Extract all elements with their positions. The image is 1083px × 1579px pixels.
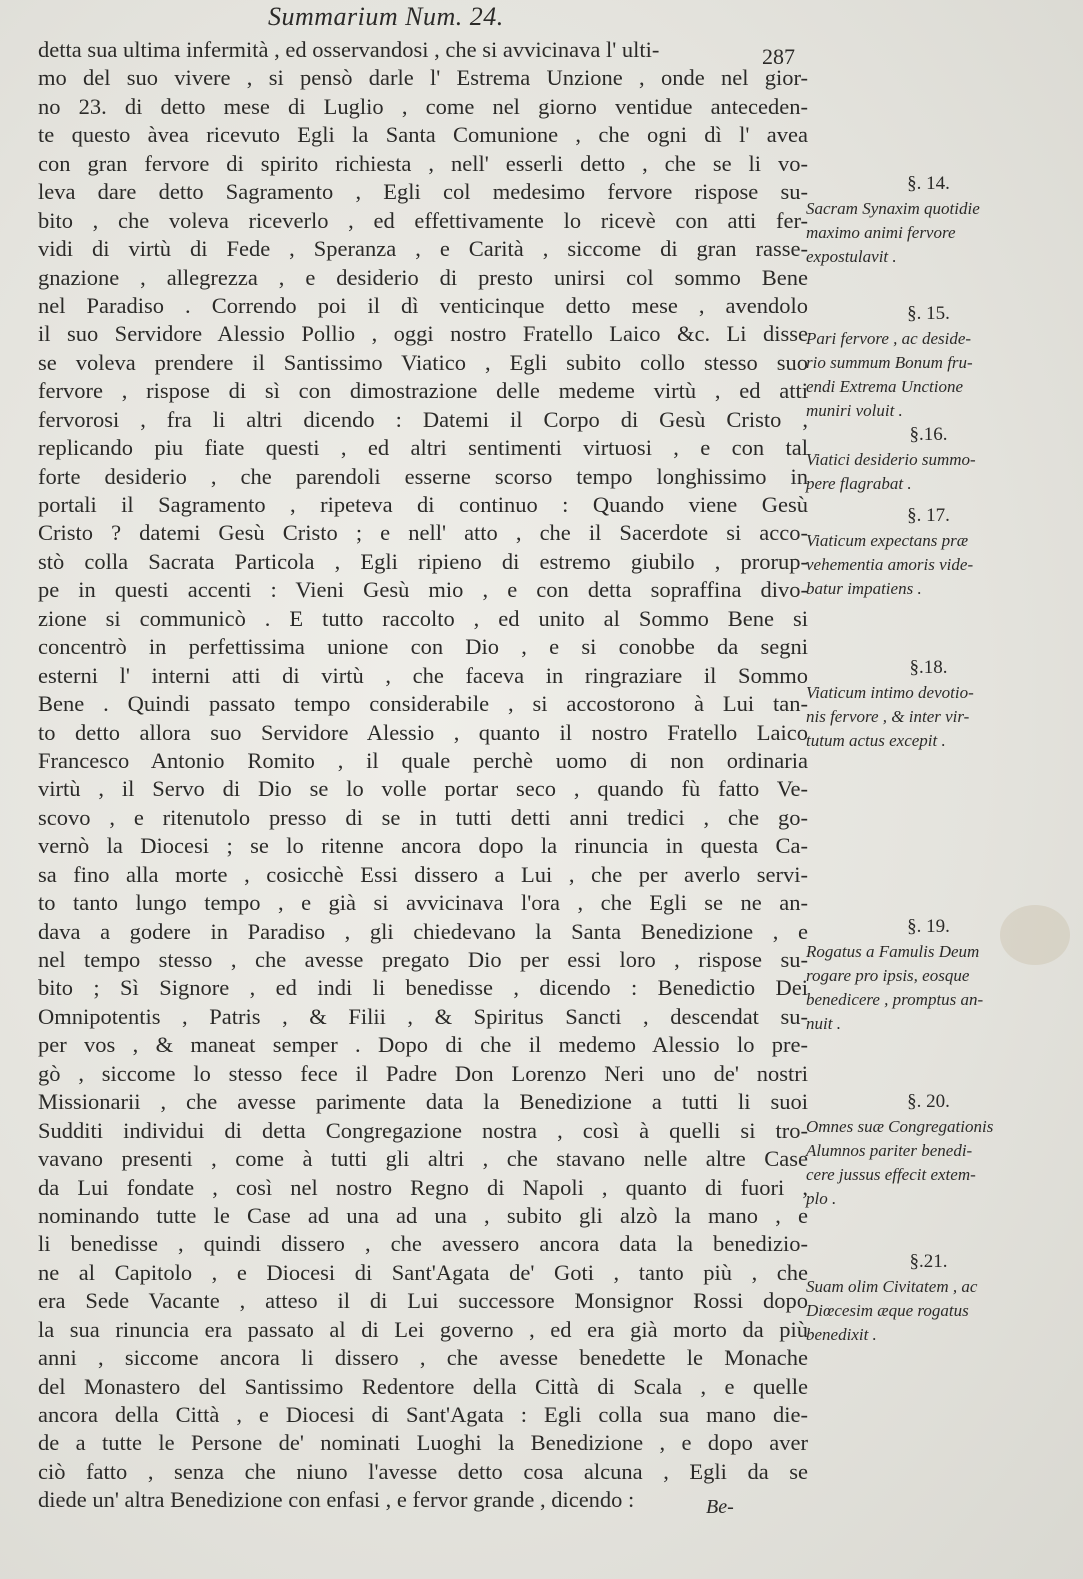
margin-note-line: maximo animi fervore — [806, 223, 956, 242]
text-line: ciò fatto , senza che niuno l'avesse detto cosa alcuna , Egli da se — [38, 1458, 808, 1484]
section-mark: §. 14. — [907, 173, 950, 194]
text-line: scovo , e ritenutolo presso di se in tutti detti anni tredici , che go- — [38, 804, 808, 830]
margin-note — [806, 302, 1051, 423]
margin-note-line: expostulavit . — [806, 247, 897, 266]
text-line: Bene . Quindi passato tempo considerabile , si accostorono à Lui tan- — [38, 691, 808, 717]
text-line: da Lui fondate , così nel nostro Regno di Napoli , quanto di fuori , — [38, 1174, 808, 1200]
margin-note-line: benedixit . — [806, 1325, 877, 1344]
text-line: stò colla Sacrata Particola , Egli ripieno di estremo giubilo , prorup- — [38, 548, 808, 574]
text-line: detta sua ultima infermità , ed osservandosi , che si avvicinava l' ulti- — [38, 37, 660, 62]
margin-note-line: rio summum Bonum fru- — [806, 353, 973, 372]
margin-note-line: nis fervore , & inter vir- — [806, 707, 970, 726]
text-line: ne al Capitolo , e Diocesi di Sant'Agata de' Goti , tanto più , che — [38, 1259, 808, 1285]
text-line: mo del suo vivere , si pensò darle l' Estrema Unzione , onde nel gior- — [38, 65, 808, 91]
text-line: Francesco Antonio Romito , il quale perchè uomo di non ordinaria — [38, 747, 808, 773]
text-line: de a tutte le Persone de' nominati Luoghi la Benedizione , e dopo aver — [38, 1430, 808, 1456]
text-line: te questo àvea ricevuto Egli la Santa Comunione , che ogni dì l' avea — [38, 122, 808, 148]
text-line: sa fino alla morte , cosicchè Essi dissero a Lui , che per averlo servi- — [38, 861, 808, 887]
section-mark: §.16. — [909, 424, 948, 445]
margin-note-line: Suam olim Civitatem , ac — [806, 1277, 978, 1296]
margin-note — [806, 1090, 1051, 1211]
section-mark: §.18. — [909, 657, 948, 678]
main-text-block — [38, 36, 808, 1515]
text-line: no 23. di detto mese di Luglio , come nel giorno ventidue anteceden- — [38, 93, 808, 119]
text-line: to detto allora suo Servidore Alessio , quanto il nostro Fratello Laico — [38, 719, 808, 745]
margin-note-line: Omnes suæ Congregationis — [806, 1117, 994, 1136]
margin-note-line: vehementia amoris vide- — [806, 555, 974, 574]
margin-note-line: pere flagrabat . — [806, 474, 912, 493]
margin-note-line: Alumnos pariter benedi- — [806, 1141, 973, 1160]
text-line: bito , che voleva riceverlo , ed effettivamente lo ricevè con atti fer- — [38, 207, 808, 233]
text-line: nominando tutte le Case ad una ad una , subito gli alzò la mano , e — [38, 1202, 808, 1228]
text-line: la sua rinuncia era passato al di Lei governo , ed era già morto da più — [38, 1316, 808, 1342]
text-line: anni , siccome ancora li dissero , che avesse benedette le Monache — [38, 1345, 808, 1371]
margin-note-line: Viaticum intimo devotio- — [806, 683, 974, 702]
margin-note-line: Sacram Synaxim quotidie — [806, 199, 980, 218]
margin-note — [806, 504, 1051, 601]
running-head: Summarium Num. 24. — [268, 2, 504, 31]
text-line: dava a godere in Paradiso , gli chiedevano la Santa Benedizione , e — [38, 918, 808, 944]
text-line: con gran fervore di spirito richiesta , nell' esserli detto , che se li vo- — [38, 150, 808, 176]
text-line: virtù , il Servo di Dio se lo volle portar seco , quando fù fatto Ve- — [38, 776, 808, 802]
text-line: nel tempo stesso , che avesse pregato Dio per essi loro , rispose su- — [38, 947, 808, 972]
text-line: fervorosi , fra li altri dicendo : Datemi il Corpo di Gesù Cristo , — [38, 406, 808, 432]
section-mark: §. 19. — [907, 916, 950, 937]
section-mark: §. 20. — [907, 1091, 950, 1112]
text-line: concentrò in perfettissima unione con Dio , e si conobbe da segni — [38, 634, 808, 660]
text-line: to tanto lungo tempo , e già si avvicinava l'ora , che Egli se ne an- — [38, 890, 808, 916]
text-line: pe in questi accenti : Vieni Gesù mio , e con detta sopraffina divo- — [38, 577, 808, 603]
margin-note-line: nuit . — [806, 1014, 841, 1033]
margin-note-line: Diœcesim æque rogatus — [806, 1301, 969, 1320]
margin-note-line: tutum actus excepit . — [806, 731, 946, 750]
text-line: era Sede Vacante , atteso il di Lui successore Monsignor Rossi dopo — [38, 1288, 808, 1314]
text-line: forte desiderio , che parendoli esserne scorso tempo longhissimo in — [38, 463, 808, 489]
catchword: Be- — [706, 1496, 734, 1518]
section-mark: §. 17. — [907, 505, 950, 526]
text-line: portali il Sagramento , ripeteva di continuo : Quando viene Gesù — [38, 492, 808, 517]
text-line: bito ; Sì Signore , ed indi li benedisse , dicendo : Benedictio Dei — [38, 975, 808, 1001]
margin-note-line: plo . — [806, 1189, 837, 1208]
text-line: gò , siccome lo stesso fece il Padre Don Lorenzo Neri uno de' nostri — [38, 1060, 808, 1086]
margin-note-line: Rogatus a Famulis Deum — [806, 942, 980, 961]
margin-note-line: benedicere , promptus an- — [806, 990, 984, 1009]
text-line: Omnipotentis , Patris , & Filii , & Spiritus Sancti , descendat su- — [38, 1003, 808, 1029]
margin-note-line: Viaticum expectans præ — [806, 531, 969, 550]
margin-note — [806, 656, 1051, 753]
text-line: vavano presenti , come à tutti gli altri , che stavano nelle altre Case — [38, 1146, 808, 1172]
text-line: replicando piu fiate questi , ed altri sentimenti virtuosi , e con tal — [38, 435, 808, 461]
margin-note-line: Viatici desiderio summo- — [806, 450, 976, 469]
text-line: fervore , rispose di sì con dimostrazione delle medeme virtù , ed atti — [38, 378, 808, 404]
margin-note — [806, 423, 1051, 496]
text-line: per vos , & maneat semper . Dopo di che il medemo Alessio lo pre- — [38, 1032, 808, 1058]
text-line: se voleva prendere il Santissimo Viatico , Egli subito collo stesso suo — [38, 349, 808, 375]
margin-note-line: muniri voluit . — [806, 401, 903, 420]
text-line: gnazione , allegrezza , e desiderio di presto unirsi col sommo Bene — [38, 264, 808, 290]
text-line: Sudditi individui di detta Congregazione nostra , così à quelli si tro- — [38, 1117, 808, 1143]
section-mark: §.21. — [909, 1251, 948, 1272]
text-line: Missionarii , che avesse parimente data la Benedizione a tutti li suoi — [38, 1089, 808, 1115]
margin-note-line: Pari fervore , ac deside- — [806, 329, 972, 348]
text-line: ancora della Città , e Diocesi di Sant'Agata : Egli colla sua mano die- — [38, 1402, 808, 1427]
page-number: 287 — [762, 44, 795, 69]
text-line: diede un' altra Benedizione con enfasi , e fervor grande , dicendo : — [38, 1487, 635, 1513]
margin-note — [806, 172, 1051, 269]
section-mark: §. 15. — [907, 303, 950, 324]
text-line: zione si communicò . E tutto raccolto , ed unito al Sommo Bene si — [38, 605, 808, 631]
margin-note — [806, 1250, 1051, 1347]
text-line: nel Paradiso . Correndo poi il dì venticinque detto mese , avendolo — [38, 292, 808, 318]
text-line: del Monastero del Santissimo Redentore della Città di Scala , e quelle — [38, 1373, 808, 1399]
text-line: Cristo ? datemi Gesù Cristo ; e nell' atto , che il Sacerdote si acco- — [38, 520, 808, 546]
margin-note — [806, 915, 1051, 1036]
text-line: vernò la Diocesi ; se lo ritenne ancora dopo la rinuncia in questa Ca- — [38, 833, 808, 859]
margin-note-line: batur impatiens . — [806, 579, 922, 598]
text-line: li benedisse , quindi dissero , che avessero ancora data la benedizio- — [38, 1231, 808, 1257]
text-line: vidi di virtù di Fede , Speranza , e Carità , siccome di gran rasse- — [38, 236, 808, 262]
text-line: esterni l' interni atti di virtù , che faceva in ringraziare il Sommo — [38, 662, 808, 688]
text-line: il suo Servidore Alessio Pollio , oggi nostro Fratello Laico &c. Li disse — [38, 321, 808, 347]
margin-note-line: cere jussus effecit extem- — [806, 1165, 976, 1184]
margin-note-line: endi Extrema Unctione — [806, 377, 964, 396]
text-line: leva dare detto Sagramento , Egli col medesimo fervore rispose su- — [38, 179, 808, 205]
margin-note-line: rogare pro ipsis, eosque — [806, 966, 970, 985]
